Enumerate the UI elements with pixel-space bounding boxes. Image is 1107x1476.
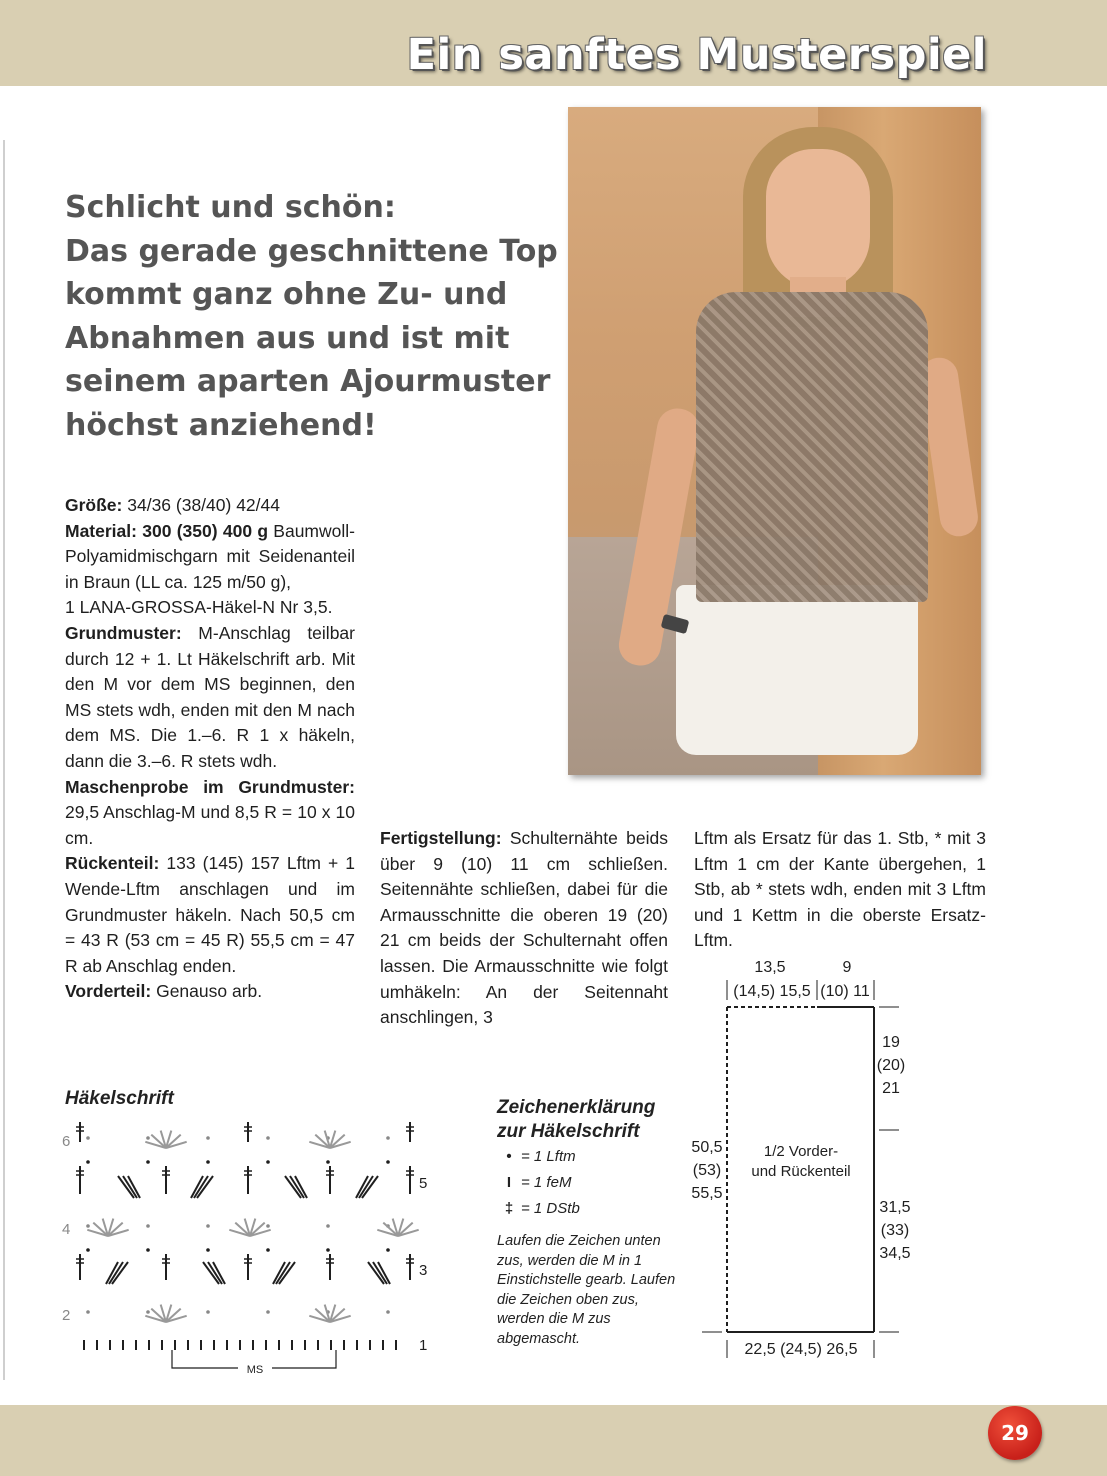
- chain-stitch-mark: [206, 1136, 210, 1140]
- chain-stitch-mark: [266, 1160, 270, 1164]
- chain-stitch-mark: [386, 1248, 390, 1252]
- material-label: Material: 300 (350) 400 g: [65, 520, 269, 541]
- schema-center-1: 1/2 Vorder-: [763, 1143, 839, 1160]
- chain-stitch-mark: [266, 1248, 270, 1252]
- legend-item-text: = 1 Lftm: [521, 1148, 576, 1165]
- chart-repeat-bracket-right: [272, 1350, 336, 1368]
- chain-stitch-mark: [86, 1310, 90, 1314]
- schema-right-bottom-2: (33): [880, 1222, 910, 1239]
- schema-right-top-1: 19: [882, 1034, 900, 1051]
- maschenprobe-text: 29,5 Anschlag-M und 8,5 R = 10 x 10 cm.: [65, 802, 355, 848]
- chart-title: Häkelschrift: [65, 1088, 174, 1109]
- headline-line: höchst anziehend!: [65, 407, 377, 443]
- chain-stitch-mark: [86, 1136, 90, 1140]
- col3-text: Lftm als Ersatz für das 1. Stb, * mit 3 Lftm 1 cm der Kante übergehen, 1 Stb, ab * stets wdh, enden mit 3 Lftm und 1 Kettm in die oberste Ersatz-Lftm.: [694, 828, 986, 951]
- chain-stitch-mark: [86, 1160, 90, 1164]
- legend-item: [497, 1170, 687, 1196]
- maschenprobe-label: Maschenprobe im Grundmuster:: [65, 776, 355, 797]
- photo-crochet-top: [696, 292, 928, 602]
- headline-line: seinem aparten Ajourmuster: [65, 364, 551, 399]
- chart-row-label-4: 4: [62, 1221, 71, 1238]
- chain-stitch-mark: [206, 1310, 210, 1314]
- chain-stitch-mark: [206, 1160, 210, 1164]
- chain-stitch-mark: [266, 1136, 270, 1140]
- chain-stitch-icon: •: [506, 1148, 512, 1165]
- headline-line: Das gerade geschnittene Top: [65, 233, 558, 269]
- garment-schematic: [684, 950, 914, 1370]
- single-crochet-icon: I: [506, 1174, 512, 1191]
- rueckenteil-label: Rückenteil:: [65, 853, 160, 874]
- legend-title-1: Zeichenerklärung: [497, 1097, 656, 1118]
- chart-repeat-label: MS: [246, 1364, 264, 1376]
- chain-stitch-mark: [326, 1224, 330, 1228]
- chain-stitch-mark: [146, 1160, 150, 1164]
- chart-row-label-6: 6: [62, 1133, 71, 1150]
- fertigstellung-text: Schulternähte beids über 9 (10) 11 cm schließen. Seitennähte schließen, dabei für die Armausschnitte die oberen 19 (20) 21 cm beids der Schulternaht offen lassen. Die Armausschnitte wie folgt umhäkeln: An der Seitennaht anschlingen, 3: [380, 828, 668, 1028]
- schema-left-1: 50,5: [691, 1139, 723, 1156]
- schema-right-bottom-3: 34,5: [879, 1245, 911, 1262]
- footer-band: [0, 1405, 1107, 1476]
- chain-stitch-mark: [146, 1248, 150, 1252]
- headline: [65, 186, 565, 447]
- legend-title-2: zur Häkelschrift: [497, 1121, 640, 1142]
- chain-stitch-mark: [86, 1248, 90, 1252]
- groesse-text: 34/36 (38/40) 42/44: [122, 495, 280, 515]
- photo-skirt: [676, 585, 918, 755]
- schema-bottom: 22,5 (24,5) 26,5: [744, 1341, 858, 1358]
- crochet-chart: [58, 1118, 448, 1383]
- legend-note: Laufen die Zeichen unten zus, werden die M in 1 Einstichstelle gearb. Laufen die Zeichen oben zus, werden die M zus abgemascht.: [497, 1233, 676, 1347]
- material-text-2: 1 LANA-GROSSA-Häkel-N Nr 3,5.: [65, 597, 333, 618]
- schema-right-bottom-1: 31,5: [879, 1199, 911, 1216]
- chain-stitch-mark: [326, 1160, 330, 1164]
- chain-stitch-mark: [86, 1224, 90, 1228]
- photo-face: [766, 149, 870, 289]
- chain-stitch-mark: [266, 1310, 270, 1314]
- double-treble-icon: ‡: [504, 1200, 514, 1217]
- headline-line: kommt ganz ohne Zu- und: [65, 277, 508, 312]
- schema-top-left-value: 13,5: [754, 959, 786, 976]
- legend-item: [497, 1196, 687, 1222]
- rueckenteil-text: 133 (145) 157 Lftm + 1 Wende-Lftm anschlagen und im Grundmuster häkeln. Nach 50,5 cm = 43 R (53 cm = 45 R) 55,5 cm = 47 R ab Anschlag enden.: [65, 853, 355, 976]
- headline-line: Schlicht und schön:: [65, 190, 396, 225]
- chart-repeat-bracket-left: [172, 1350, 238, 1368]
- page-title: Ein sanftes Musterspiel: [406, 30, 987, 80]
- legend-item-text: = 1 DStb: [521, 1200, 580, 1217]
- fertigstellung-label: Fertigstellung:: [380, 828, 502, 848]
- chain-stitch-mark: [146, 1310, 150, 1314]
- schema-right-top-2: (20): [876, 1057, 906, 1074]
- schema-left-3: 55,5: [691, 1185, 723, 1202]
- chain-stitch-mark: [326, 1248, 330, 1252]
- groesse-label: Größe:: [65, 495, 123, 515]
- instructions-column-1: [65, 493, 355, 1005]
- chain-stitch-mark: [386, 1160, 390, 1164]
- schema-top-right-value: 9: [842, 959, 852, 976]
- model-photo: [568, 107, 981, 775]
- vorderteil-label: Vorderteil:: [65, 981, 152, 1002]
- legend-item-text: = 1 feM: [521, 1174, 572, 1191]
- chain-stitch-mark: [386, 1310, 390, 1314]
- chart-legend: [497, 1096, 687, 1349]
- schema-top-left-sub: (14,5) 15,5: [733, 983, 811, 1000]
- grundmuster-text: M-Anschlag teilbar durch 12 + 1. Lt Häkelschrift arb. Mit den M vor dem MS beginnen, den MS stets wdh, enden mit den M nach dem MS. Die 1.–6. R 1 x häkeln, dann die 3.–6. R stets wdh.: [65, 622, 355, 771]
- chain-stitch-mark: [206, 1224, 210, 1228]
- chain-stitch-mark: [386, 1136, 390, 1140]
- chain-stitch-mark: [266, 1224, 270, 1228]
- headline-line: Abnahmen aus und ist mit: [65, 320, 510, 356]
- vorderteil-text: Genauso arb.: [151, 981, 263, 1002]
- chart-stitch-marks: [76, 1122, 419, 1350]
- chart-row-label-3: 3: [419, 1262, 428, 1279]
- chart-row-label-1: 1: [419, 1337, 428, 1354]
- legend-item: [497, 1144, 687, 1170]
- schema-right-top-3: 21: [882, 1080, 900, 1097]
- grundmuster-label: Grundmuster:: [65, 622, 182, 643]
- chart-row-label-5: 5: [419, 1175, 428, 1192]
- schema-top-right-sub: (10) 11: [820, 983, 870, 1000]
- chain-stitch-mark: [146, 1136, 150, 1140]
- chain-stitch-mark: [206, 1248, 210, 1252]
- schema-center-2: und Rückenteil: [751, 1163, 851, 1180]
- chain-stitch-mark: [146, 1224, 150, 1228]
- instructions-column-2: [380, 826, 668, 1031]
- page-number: 29: [988, 1406, 1042, 1460]
- schema-left-2: (53): [692, 1162, 722, 1179]
- instructions-column-3: [694, 826, 986, 954]
- chart-row-label-2: 2: [62, 1307, 71, 1324]
- page-edge-rule: [3, 140, 5, 1380]
- material-text: Baumwoll-Polyamidmischgarn mit Seidenanteil in Braun (LL ca. 125 m/50 g),: [65, 520, 355, 592]
